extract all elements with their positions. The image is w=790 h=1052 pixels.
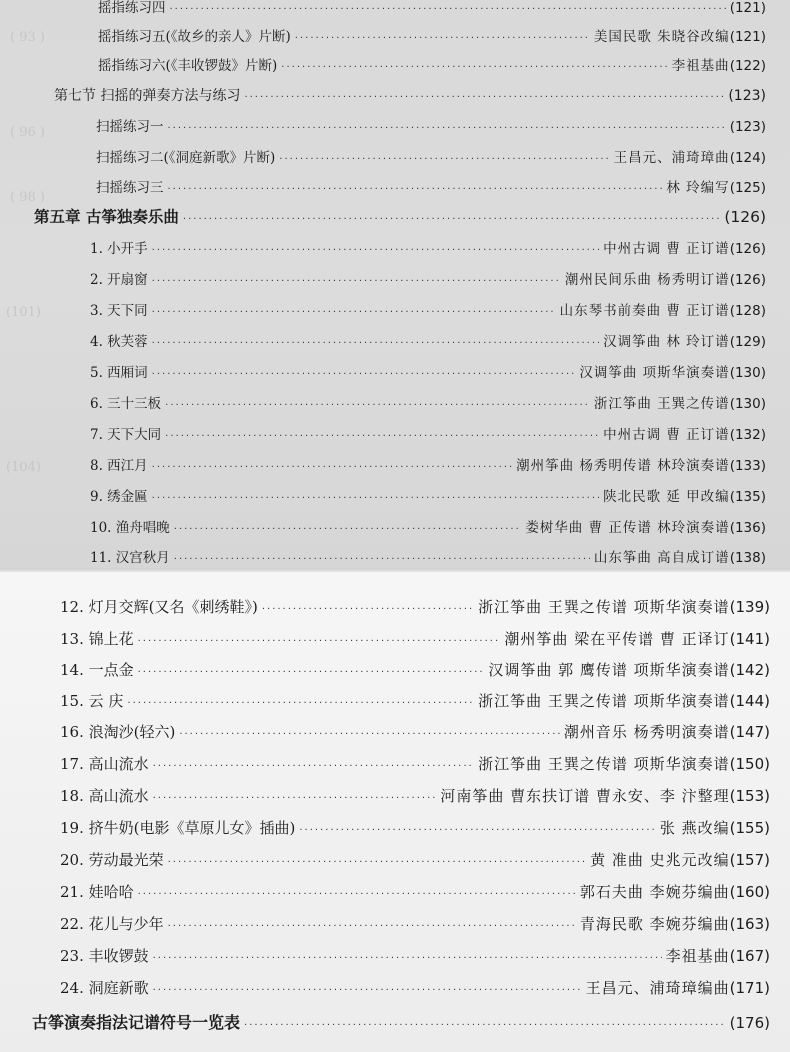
dot-leader	[295, 33, 590, 44]
dot-leader	[153, 953, 662, 964]
entry-credit: 潮州音乐 杨秀明演奏谱	[563, 723, 730, 741]
dot-leader	[183, 214, 720, 225]
entry-title: 15. 云 庆	[60, 692, 124, 710]
dot-leader	[153, 985, 582, 996]
entry-page: (121)	[729, 0, 766, 16]
toc-entry	[60, 849, 770, 870]
entry-title: 17. 高山流水	[60, 755, 149, 773]
toc-chapter-heading	[32, 1010, 770, 1033]
entry-credit: 黄 准曲 史兆元改编	[590, 851, 730, 869]
entry-credit: 潮州筝曲 杨秀明传谱 林玲演奏谱	[516, 458, 730, 474]
toc-entry	[90, 237, 766, 257]
entry-page: (124)	[729, 150, 766, 166]
toc-entry	[60, 721, 770, 742]
entry-page: (136)	[729, 520, 766, 536]
entry-page: (130)	[729, 365, 766, 381]
entry-title: 11. 汉宫秋月	[90, 550, 170, 566]
entry-title: 8. 西江月	[90, 458, 148, 474]
toc-entry	[90, 546, 766, 566]
entry-title: 2. 开扇窗	[90, 272, 148, 288]
dot-leader	[152, 462, 512, 473]
entry-title: 摇指练习六(《丰收锣鼓》片断)	[98, 58, 278, 74]
entry-title: 23. 丰收锣鼓	[60, 947, 149, 965]
entry-title: 第五章 古筝独奏乐曲	[34, 207, 179, 226]
entry-page: (139)	[729, 598, 770, 616]
dot-leader	[165, 400, 590, 411]
entry-credit: 河南筝曲 曹东扶订谱 曹永安、李 汴整理	[440, 787, 730, 805]
entry-page: (150)	[729, 755, 770, 773]
dot-leader	[165, 431, 599, 442]
entry-page: (153)	[729, 787, 770, 805]
dot-leader	[168, 184, 663, 195]
dot-leader	[174, 524, 522, 535]
dot-leader	[179, 729, 560, 740]
toc-entry	[60, 817, 770, 838]
entry-credit: 浙江筝曲 王巽之传谱 项斯华演奏谱	[478, 755, 730, 773]
dot-leader	[174, 554, 590, 565]
entry-title: 第七节 扫摇的弹奏方法与练习	[54, 88, 241, 104]
entry-title: 4. 秋芙蓉	[90, 334, 148, 350]
toc-entry	[90, 392, 766, 412]
entry-page: (138)	[729, 550, 766, 566]
entry-page: (167)	[729, 947, 770, 965]
entry-title: 3. 天下同	[90, 303, 148, 319]
entry-title: 扫摇练习一	[96, 119, 164, 135]
entry-page: (121)	[729, 29, 766, 45]
entry-page: (129)	[729, 334, 766, 350]
toc-entry	[90, 485, 766, 505]
entry-page: (141)	[729, 630, 770, 648]
dot-leader	[168, 123, 726, 134]
toc-entry	[90, 299, 766, 319]
dot-leader	[152, 338, 599, 349]
entry-page: (163)	[729, 915, 770, 933]
dot-leader	[299, 825, 656, 836]
entry-title: 22. 花儿与少年	[60, 915, 164, 933]
toc-entry	[60, 690, 770, 711]
toc-entry	[96, 176, 766, 196]
entry-credit: 汉调筝曲 郭 鹰传谱 项斯华演奏谱	[488, 661, 730, 679]
entry-page: (126)	[729, 241, 766, 257]
entry-page: (171)	[729, 979, 770, 997]
bleed-through-mark: ( 93 )	[10, 30, 45, 45]
entry-title: 6. 三十三板	[90, 396, 162, 412]
dot-leader	[152, 369, 576, 380]
dot-leader	[279, 154, 609, 165]
entry-credit: 山东琴书前奏曲 曹 正订谱	[559, 303, 730, 319]
bleed-through-mark: ( 96 )	[10, 125, 45, 140]
entry-credit: 浙江筝曲 王巽之传谱 项斯华演奏谱	[478, 692, 730, 710]
entry-title: 18. 高山流水	[60, 787, 149, 805]
dot-leader	[168, 921, 576, 932]
entry-page: (176)	[729, 1014, 770, 1032]
dot-leader	[153, 761, 474, 772]
dot-leader	[281, 62, 667, 73]
dot-leader	[138, 636, 501, 647]
entry-title: 古筝演奏指法记谱符号一览表	[32, 1013, 241, 1032]
entry-title: 摇指练习五(《故乡的亲人》片断)	[98, 29, 291, 45]
toc-entry	[60, 945, 770, 966]
dot-leader	[153, 793, 437, 804]
entry-page: (123)	[728, 88, 766, 104]
entry-page: (126)	[724, 208, 766, 226]
entry-page: (133)	[729, 458, 766, 474]
toc-entry	[98, 0, 766, 16]
toc-entry	[96, 115, 766, 135]
entry-title: 14. 一点金	[60, 661, 134, 679]
dot-leader	[127, 698, 474, 709]
entry-title: 7. 天下大同	[90, 427, 162, 443]
toc-entry	[90, 423, 766, 443]
entry-credit: 浙江筝曲 王巽之传谱	[593, 396, 730, 412]
entry-page: (128)	[729, 303, 766, 319]
entry-credit: 青海民歌 李婉芬编曲	[579, 915, 730, 933]
entry-title: 20. 劳动最光荣	[60, 851, 164, 869]
toc-entry	[60, 596, 770, 617]
entry-page: (135)	[729, 489, 766, 505]
dot-leader	[244, 1020, 726, 1031]
dot-leader	[262, 604, 474, 615]
entry-credit: 汉调筝曲 项斯华演奏谱	[579, 365, 730, 381]
entry-title: 扫摇练习二(《洞庭新歌》片断)	[96, 150, 276, 166]
toc-entry	[96, 146, 766, 166]
entry-title: 13. 锦上花	[60, 630, 134, 648]
dot-leader	[138, 667, 485, 678]
entry-credit: 中州古调 曹 正订谱	[603, 241, 730, 257]
entry-credit: 陕北民歌 延 甲改编	[603, 489, 730, 505]
entry-credit: 潮州筝曲 梁在平传谱 曹 正译订	[504, 630, 730, 648]
entry-page: (123)	[729, 119, 766, 135]
entry-page: (132)	[729, 427, 766, 443]
toc-entry	[90, 330, 766, 350]
entry-title: 9. 绣金匾	[90, 489, 148, 505]
entry-page: (130)	[729, 396, 766, 412]
entry-credit: 浙江筝曲 王巽之传谱 项斯华演奏谱	[478, 598, 730, 616]
entry-credit: 汉调筝曲 林 玲订谱	[603, 334, 730, 350]
entry-title: 扫摇练习三	[96, 180, 164, 196]
entry-title: 16. 浪淘沙(轻六)	[60, 723, 176, 741]
entry-title: 摇指练习四	[98, 0, 166, 16]
toc-entry	[90, 268, 766, 288]
toc-entry	[60, 913, 770, 934]
entry-title: 21. 娃哈哈	[60, 883, 134, 901]
toc-entry	[60, 659, 770, 680]
entry-credit: 郭石夫曲 李婉芬编曲	[579, 883, 730, 901]
entry-credit: 王昌元、浦琦璋编曲	[585, 979, 730, 997]
toc-entry	[60, 628, 770, 649]
entry-page: (126)	[729, 272, 766, 288]
entry-page: (125)	[729, 180, 766, 196]
entry-page: (157)	[729, 851, 770, 869]
entry-page: (155)	[729, 819, 770, 837]
bleed-through-mark: ( 98 )	[10, 190, 45, 205]
entry-credit: 李祖基曲	[665, 947, 730, 965]
bleed-through-mark: (101)	[6, 305, 41, 320]
entry-title: 10. 渔舟唱晚	[90, 520, 170, 536]
toc-entry	[98, 54, 766, 74]
toc-entry	[60, 977, 770, 998]
entry-page: (142)	[729, 661, 770, 679]
toc-entry	[60, 881, 770, 902]
entry-page: (122)	[729, 58, 766, 74]
toc-entry	[90, 516, 766, 536]
entry-credit: 张 燕改编	[659, 819, 730, 837]
entry-page: (160)	[729, 883, 770, 901]
entry-title: 19. 挤牛奶(电影《草原儿女》插曲)	[60, 819, 296, 837]
entry-page: (144)	[729, 692, 770, 710]
entry-credit: 美国民歌 朱晓谷改编	[593, 29, 730, 45]
dot-leader	[152, 245, 599, 256]
entry-credit: 中州古调 曹 正订谱	[603, 427, 730, 443]
toc-entry	[60, 785, 770, 806]
bleed-through-mark: (104)	[6, 460, 41, 475]
dot-leader	[152, 276, 561, 287]
entry-page: (147)	[729, 723, 770, 741]
entry-credit: 王昌元、浦琦璋曲	[613, 150, 730, 166]
dot-leader	[244, 92, 724, 103]
entry-title: 5. 西厢词	[90, 365, 148, 381]
toc-entry	[90, 454, 766, 474]
toc-entry	[90, 361, 766, 381]
toc-section-heading	[54, 85, 766, 105]
dot-leader	[168, 857, 586, 868]
entry-credit: 潮州民间乐曲 杨秀明订谱	[564, 272, 730, 288]
toc-entry	[98, 25, 766, 45]
dot-leader	[170, 4, 726, 15]
toc-entry	[60, 753, 770, 774]
entry-title: 1. 小开手	[90, 241, 148, 257]
entry-title: 12. 灯月交辉(又名《刺绣鞋》)	[60, 598, 258, 616]
entry-credit: 娄树华曲 曹 正传谱 林玲演奏谱	[525, 520, 730, 536]
dot-leader	[152, 493, 599, 504]
toc-chapter-heading	[34, 205, 766, 227]
dot-leader	[152, 307, 556, 318]
entry-credit: 山东筝曲 高自成订谱	[593, 550, 730, 566]
entry-credit: 李祖基曲	[671, 58, 730, 74]
dot-leader	[138, 889, 576, 900]
entry-title: 24. 洞庭新歌	[60, 979, 149, 997]
entry-credit: 林 玲编写	[666, 180, 730, 196]
